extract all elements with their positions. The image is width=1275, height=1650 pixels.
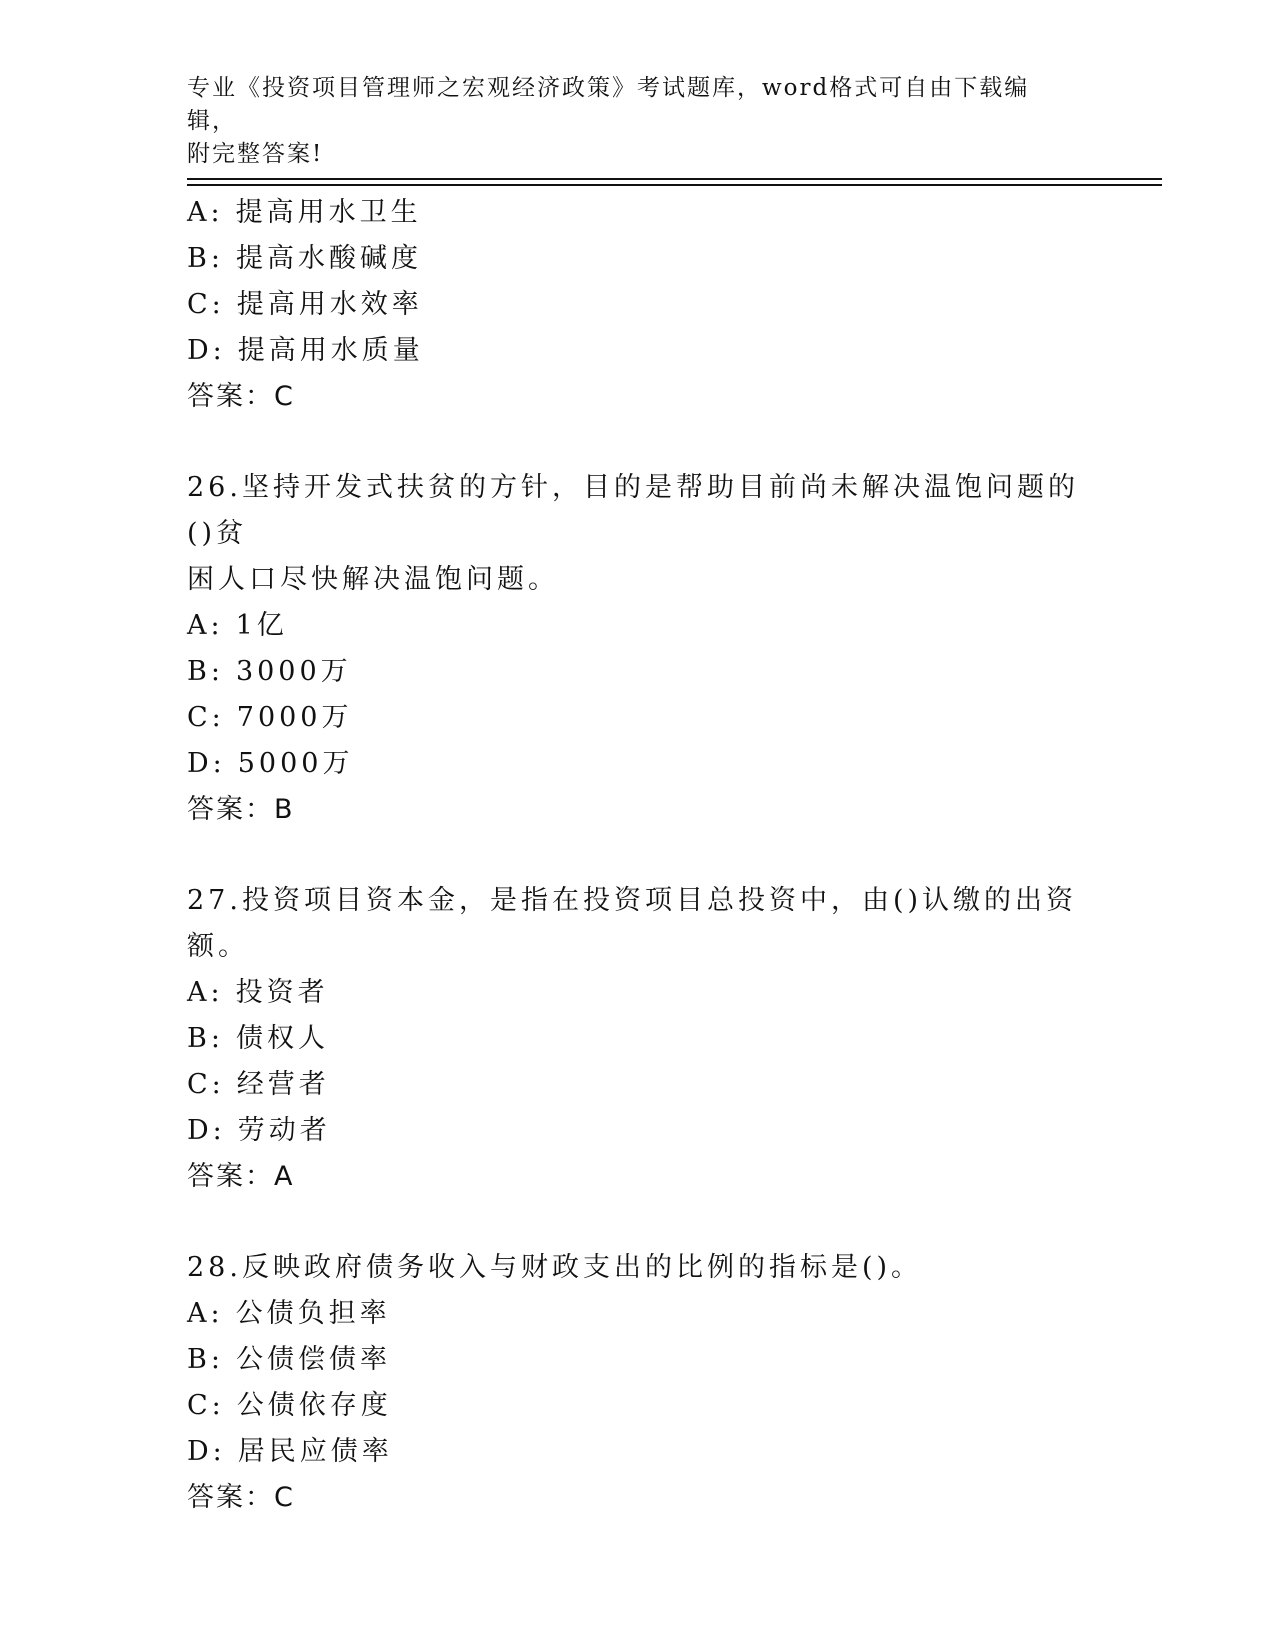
question-list — [187, 190, 1162, 1521]
option-c: C: 经营者 — [187, 1069, 330, 1100]
answer-line: 答案：A — [187, 1161, 295, 1192]
question-stem: 28.反映政府债务收入与财政支出的比例的指标是()。 — [187, 1252, 923, 1283]
option-a: A: 提高用水卫生 — [187, 197, 422, 228]
question-stem: 26.坚持开发式扶贫的方针，目的是帮助目前尚未解决温饱问题的()贫 困人口尽快解决温饱问题。 — [187, 472, 1079, 595]
answer-line: 答案：C — [187, 381, 295, 412]
option-d: D: 提高用水质量 — [187, 335, 424, 366]
option-d: D: 居民应债率 — [187, 1436, 393, 1467]
option-c: C: 7000万 — [187, 702, 353, 733]
question-stem: 27.投资项目资本金，是指在投资项目总投资中，由()认缴的出资额。 — [187, 885, 1078, 962]
option-b: B: 债权人 — [187, 1023, 329, 1054]
intro-line-2: 附完整答案! — [187, 141, 324, 167]
answer-line: 答案：B — [187, 794, 295, 825]
option-b: B: 3000万 — [187, 656, 352, 687]
option-a: A: 1亿 — [187, 610, 288, 641]
answer-line: 答案：C — [187, 1482, 295, 1513]
document-header — [187, 72, 1067, 171]
header-rule-bottom — [187, 184, 1162, 186]
option-c: C: 公债依存度 — [187, 1390, 392, 1421]
option-d: D: 5000万 — [187, 748, 354, 779]
option-b: B: 公债偿债率 — [187, 1344, 391, 1375]
option-c: C: 提高用水效率 — [187, 289, 423, 320]
option-a: A: 公债负担率 — [187, 1298, 391, 1329]
question-block-27 — [187, 878, 1162, 1200]
option-a: A: 投资者 — [187, 977, 329, 1008]
question-block-25 — [187, 190, 1162, 420]
question-block-28 — [187, 1245, 1162, 1521]
intro-line-1: 专业《投资项目管理师之宏观经济政策》考试题库，word格式可自由下载编辑， — [187, 75, 1030, 134]
header-rule-top — [187, 178, 1162, 180]
option-b: B: 提高水酸碱度 — [187, 243, 422, 274]
option-d: D: 劳动者 — [187, 1115, 331, 1146]
question-block-26 — [187, 465, 1162, 833]
